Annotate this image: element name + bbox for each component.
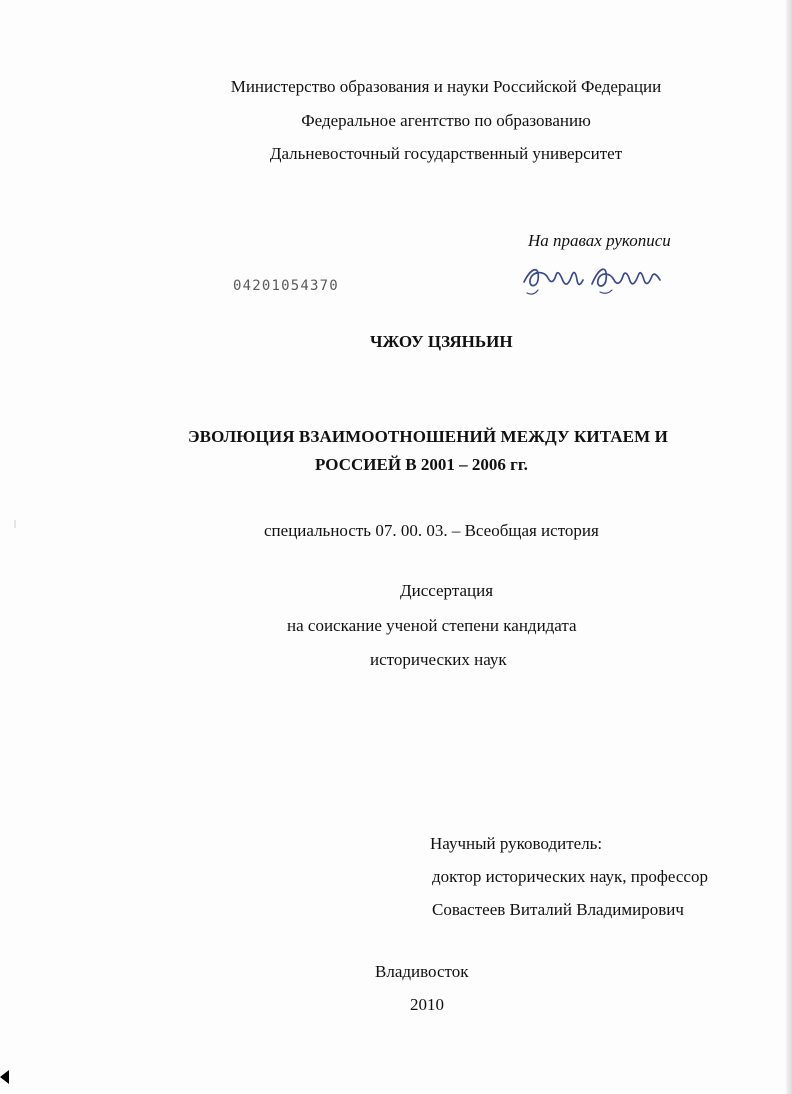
university-line: Дальневосточный государственный университет (269, 144, 623, 163)
degree-line-2: на соискание ученой степени кандидата (287, 616, 577, 635)
registration-number: 04201054370 (233, 278, 339, 294)
manuscript-note: На правах рукописи (528, 231, 671, 250)
degree-line-1: Диссертация (400, 581, 494, 600)
supervisor-rank: доктор исторических наук, профессор (432, 867, 708, 886)
dissertation-title-line-1: ЭВОЛЮЦИЯ ВЗАИМООТНОШЕНИЙ МЕЖДУ КИТАЕМ И (188, 427, 668, 446)
city-name: Владивосток (375, 962, 469, 981)
agency-line: Федеральное агентство по образованию (301, 111, 591, 130)
scan-speck (14, 520, 16, 528)
signature (520, 256, 668, 296)
left-triangle-icon (0, 1070, 9, 1084)
author-name: ЧЖОУ ЦЗЯНЬИН (370, 332, 513, 351)
dissertation-title-line-2: РОССИЕЙ В 2001 – 2006 гг. (315, 455, 528, 474)
scan-edge (786, 0, 792, 1094)
degree-line-3: исторических наук (370, 650, 507, 669)
ministry-line: Министерство образования и науки Российской Федерации (230, 77, 662, 96)
year: 2010 (410, 995, 444, 1014)
supervisor-name: Совастеев Виталий Владимирович (432, 900, 684, 919)
supervisor-label: Научный руководитель: (430, 834, 603, 853)
specialty-line: специальность 07. 00. 03. – Всеобщая история (264, 521, 599, 540)
